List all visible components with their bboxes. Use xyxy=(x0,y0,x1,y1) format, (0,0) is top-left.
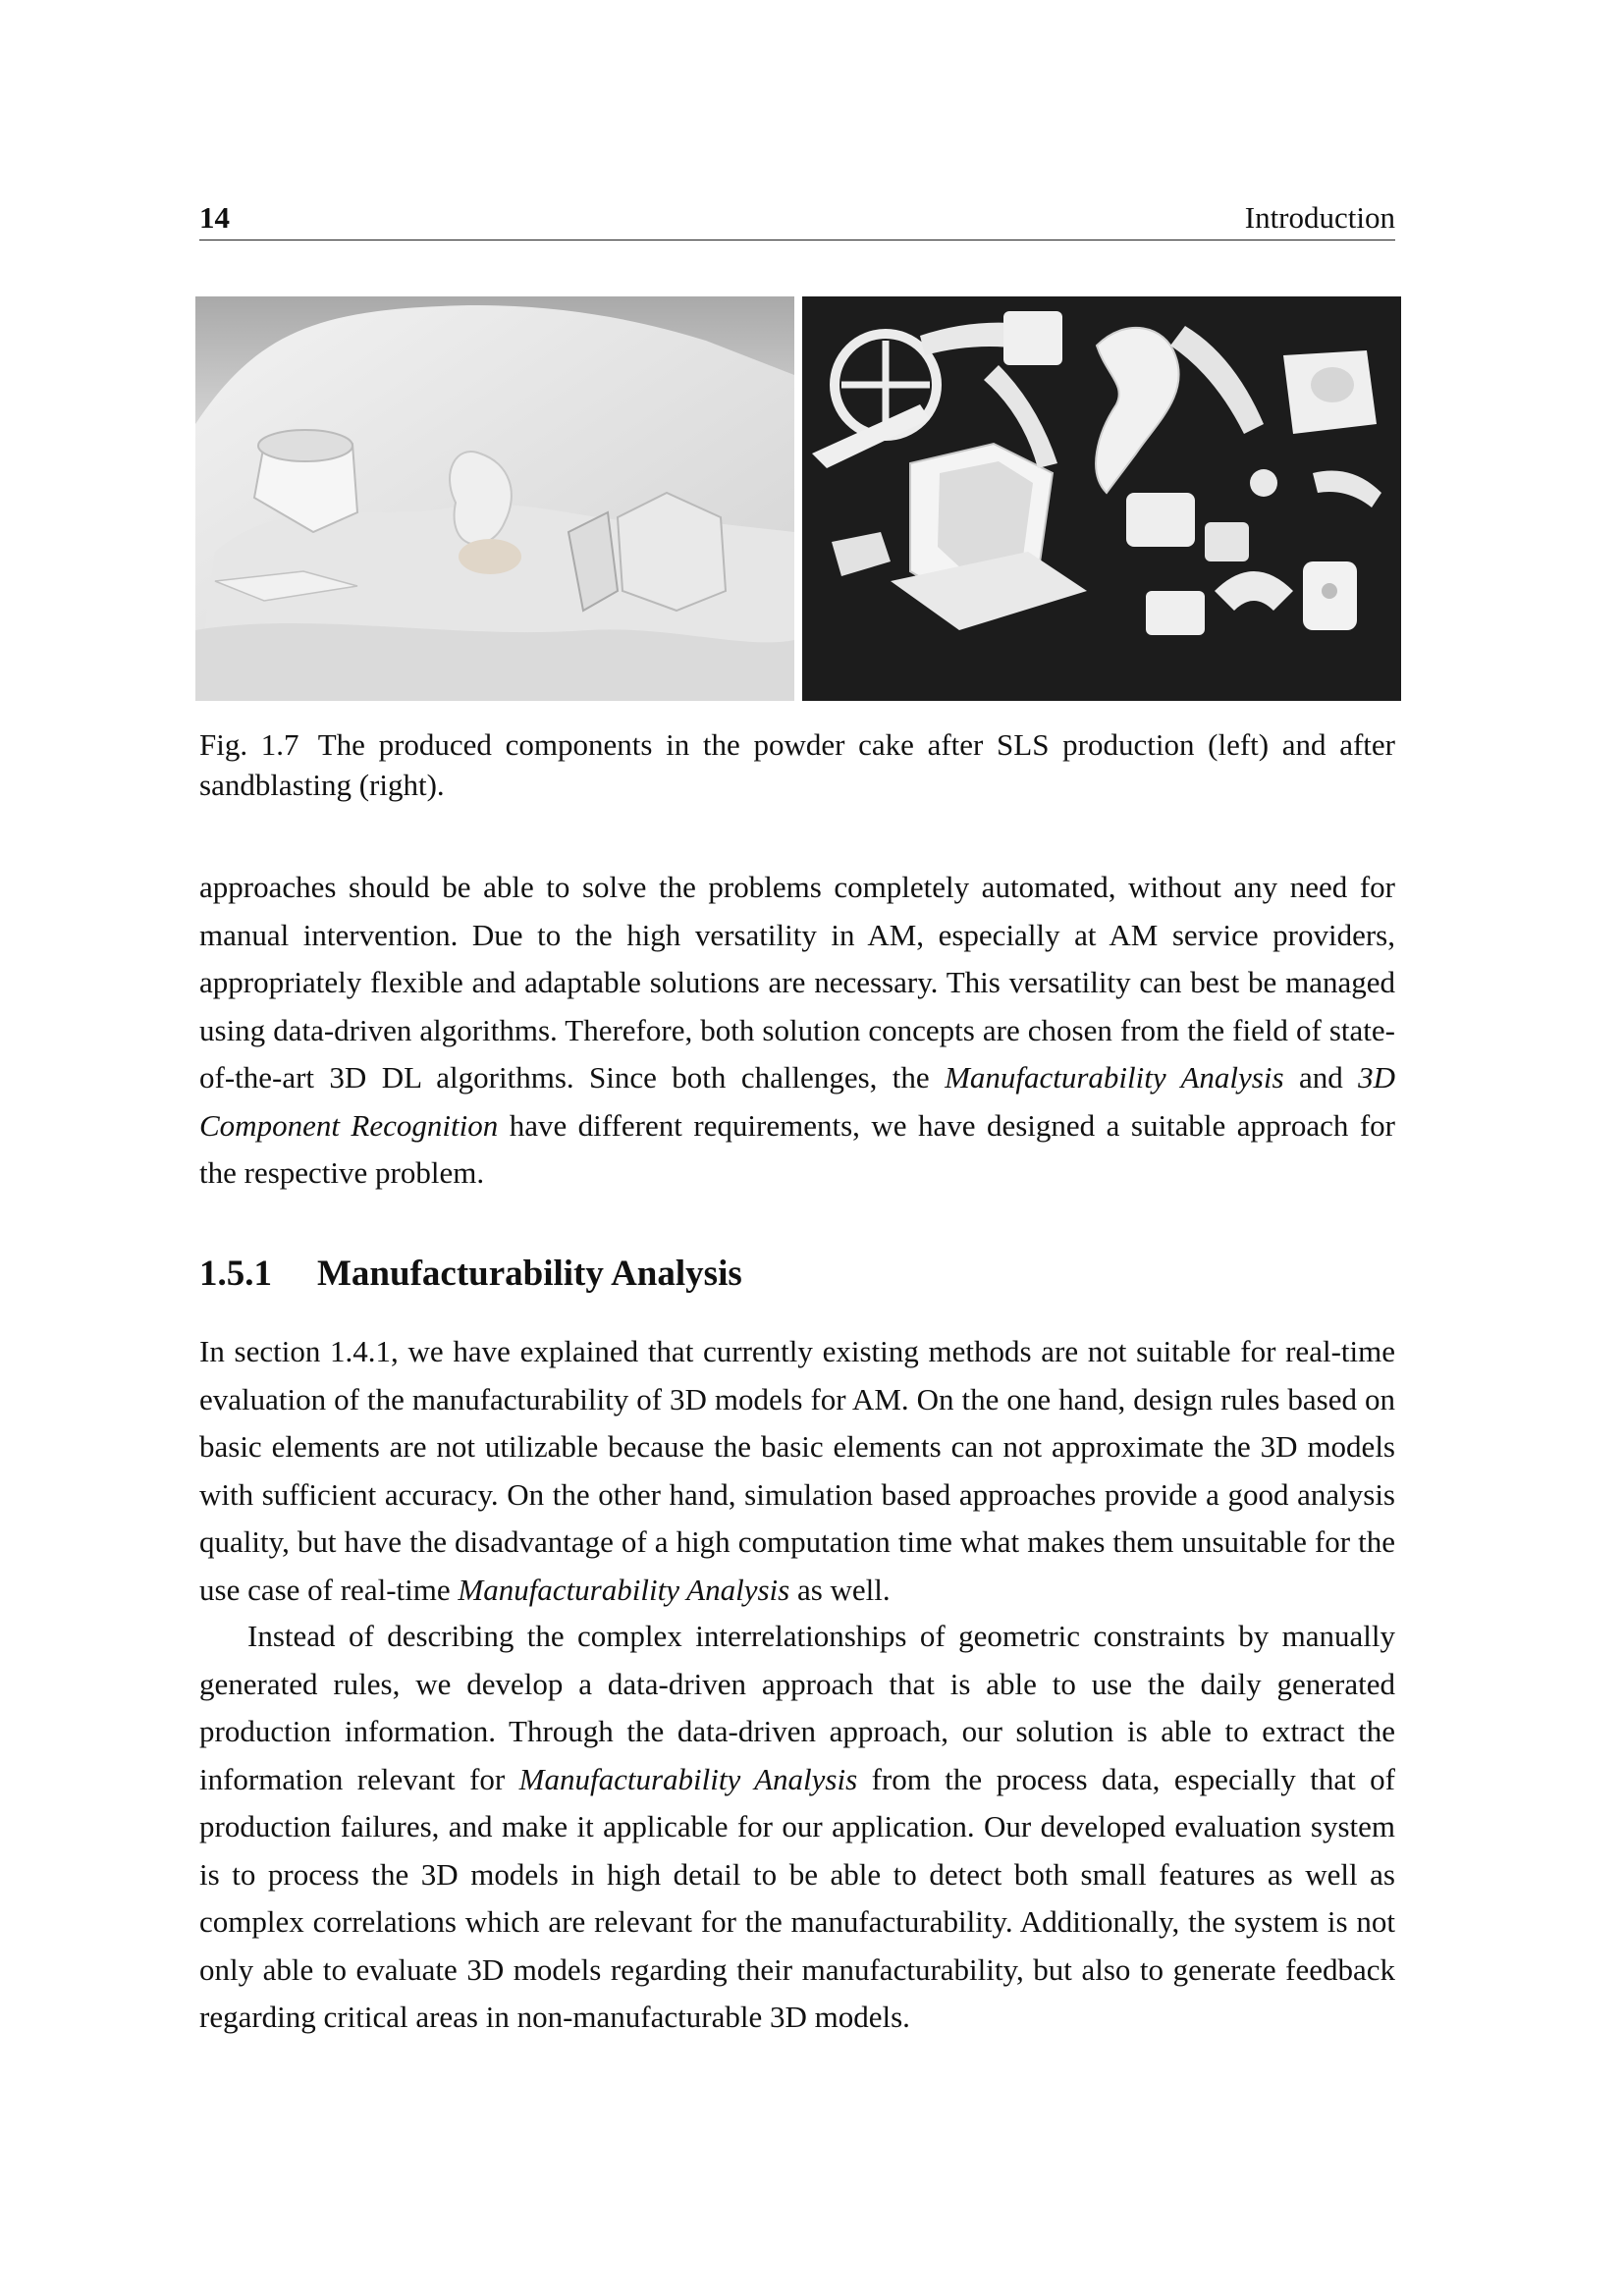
emphasis: Manufacturability Analysis xyxy=(518,1761,858,1796)
body-paragraph xyxy=(199,864,1395,1198)
subsection-number: 1.5.1 xyxy=(199,1254,272,1294)
page-number: 14 xyxy=(199,200,230,235)
sandblasted-parts-photo xyxy=(802,296,1401,701)
text-run: have different requirements, we have designed a suitable approach for the respective problem. xyxy=(199,1107,1396,1190)
text-run: In section 1.4.1, we have explained that currently existing methods are not suitable for real-time evaluation of the manufacturability of 3D models for AM. On the one hand, design rules based on basic elements are not utilizable because the basic elements can not approximate the 3D models with sufficient accuracy. On the other hand, simulation based approaches provide a good analysis quality, but have the disadvantage of a high computation time what makes them unsuitable for the use case of real-time xyxy=(199,1334,1395,1607)
figure-caption xyxy=(199,724,1395,805)
subsection-heading xyxy=(199,1253,742,1295)
body-paragraph xyxy=(199,1613,1395,2042)
text-run: and xyxy=(1283,1060,1359,1095)
emphasis: Manufacturability Analysis xyxy=(458,1572,790,1607)
figure-1-7 xyxy=(195,296,1401,701)
figure-caption-text: The produced components in the powder cake after SLS production (left) and after sandblasting (right). xyxy=(199,727,1395,802)
text-run: approaches should be able to solve the problems completely automated, without any need for manual intervention. Due to the high versatility in AM, especially at AM service providers, appropriately flexible and adaptable solutions are necessary. This versatility can best be managed using data-driven algorithms. Therefore, both solution concepts are chosen from the field of state-of-the-art 3D DL algorithms. Since both challenges, the xyxy=(199,870,1395,1095)
emphasis: Manufacturability Analysis xyxy=(945,1060,1284,1095)
powder-cake-photo xyxy=(195,296,794,701)
text-run: from the process data, especially that of production failures, and make it applicable for our application. Our developed evaluation system is to process the 3D models in high detail to be able to detect both small features as well as complex correlations which are relevant for the manufacturability. Additionally, the system is not only able to evaluate 3D models regarding their manufacturability, but also to generate feedback regarding critical areas in non-manufacturable 3D models. xyxy=(199,1761,1395,2034)
running-head xyxy=(199,196,1395,240)
text-run: as well. xyxy=(789,1572,891,1607)
text-run: Instead of describing the complex interrelationships of geometric constraints by manually generated rules, we develop a data-driven approach that is able to use the daily generated production information. Through the data-driven approach, our solution is able to extract the information relevant for xyxy=(199,1619,1395,1796)
body-paragraph xyxy=(199,1328,1395,1614)
emphasis: 3D Component Recognition xyxy=(199,1060,1395,1143)
subsection-title: Manufacturability Analysis xyxy=(317,1254,742,1294)
running-section-title: Introduction xyxy=(1244,200,1395,235)
figure-label: Fig. 1.7 xyxy=(199,727,299,762)
